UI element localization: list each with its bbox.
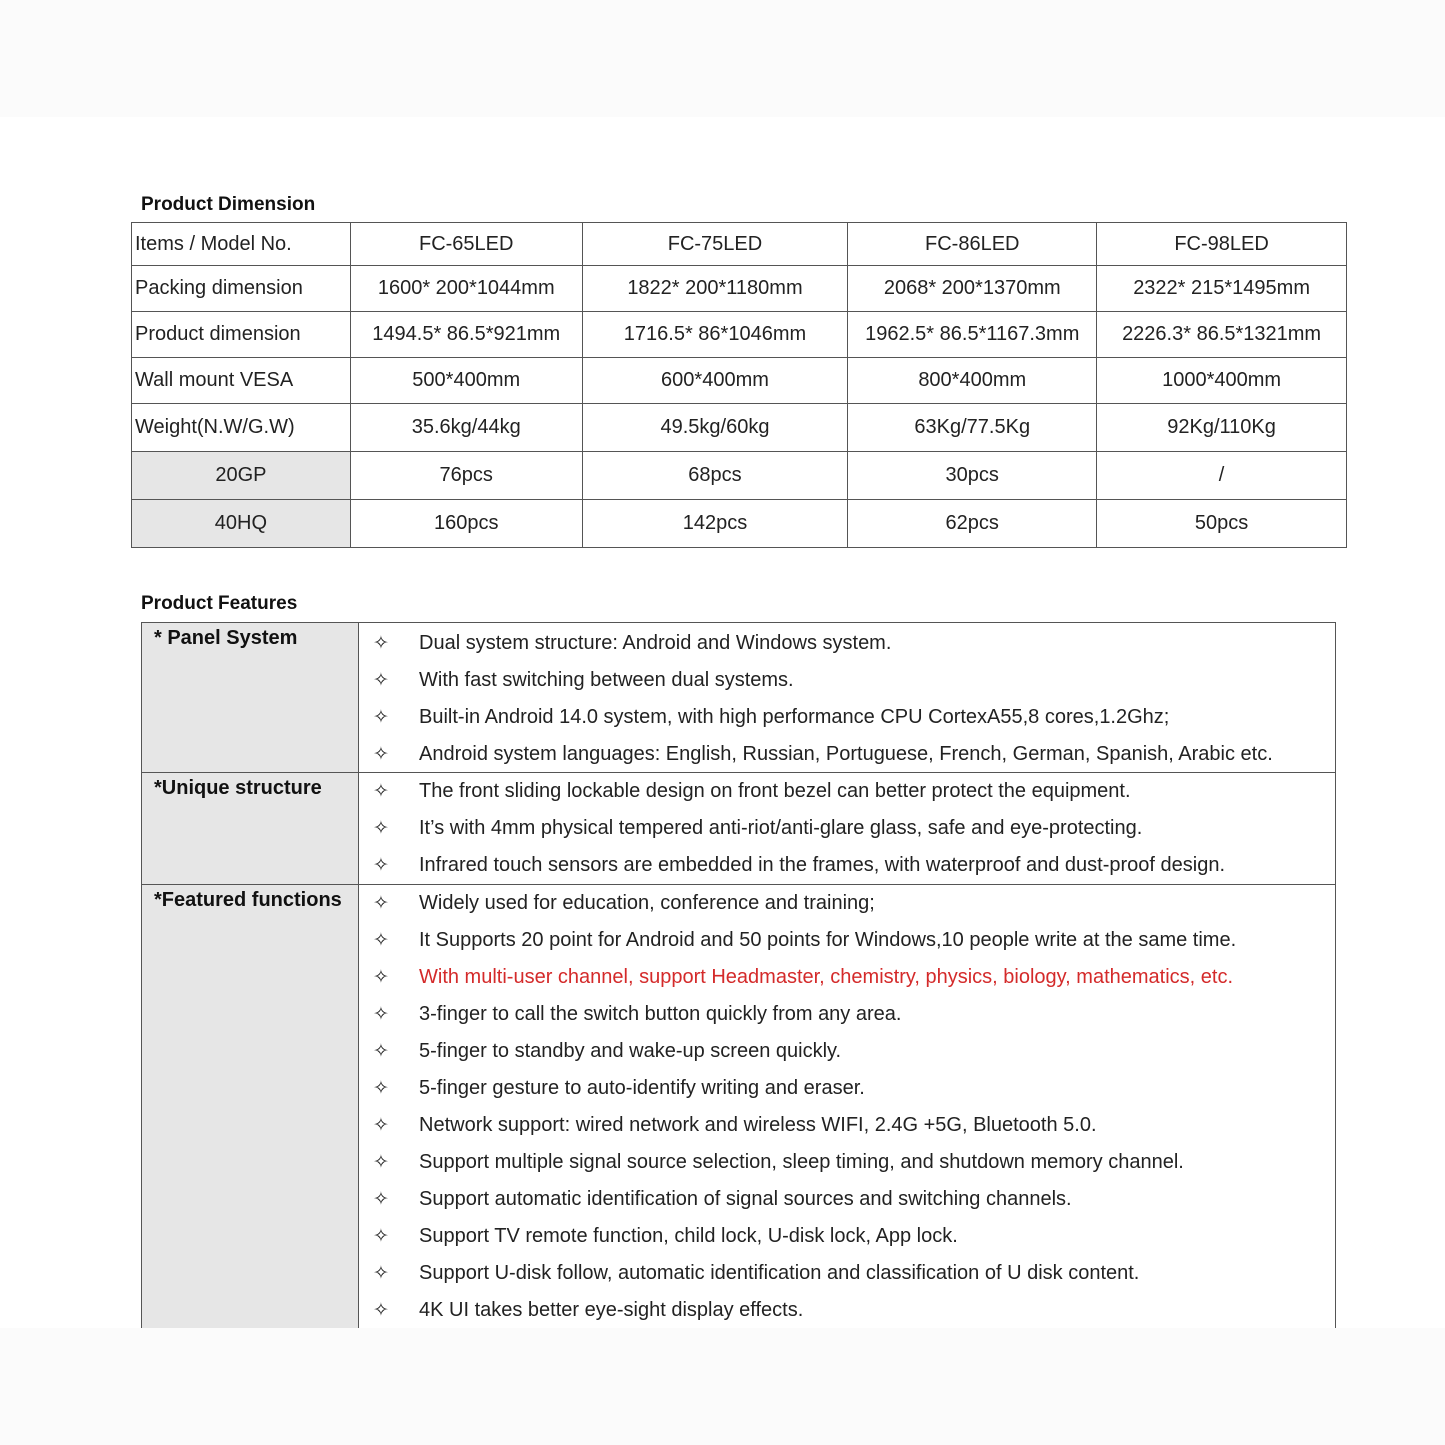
table-cell: 1494.5* 86.5*921mm <box>350 312 582 358</box>
table-cell: 2068* 200*1370mm <box>848 266 1097 312</box>
feature-item: ✧ 3-finger to call the switch button quickly from any area. <box>358 996 1335 1033</box>
diamond-star-icon: ✧ <box>373 1078 389 1099</box>
features-table <box>141 622 1336 1328</box>
table-cell: 76pcs <box>350 452 582 500</box>
table-cell: 1822* 200*1180mm <box>582 266 848 312</box>
table-row <box>132 312 1347 358</box>
feature-item: ✧ Dual system structure: Android and Windows system. <box>358 625 1335 662</box>
feature-item: ✧ Android system languages: English, Russian, Portuguese, French, German, Spanish, Arabic etc. <box>358 736 1335 773</box>
table-cell: 600*400mm <box>582 358 848 404</box>
feature-group-unique-structure <box>142 773 1335 885</box>
diamond-star-icon: ✧ <box>373 855 389 876</box>
document-page <box>0 117 1445 1328</box>
feature-item-highlighted: ✧ With multi-user channel, support Headmaster, chemistry, physics, biology, mathematics, etc. <box>358 959 1335 996</box>
feature-group-panel-system <box>142 623 1335 773</box>
table-cell: 142pcs <box>582 500 848 548</box>
feature-item: ✧ Support multiple signal source selection, sleep timing, and shutdown memory channel. <box>358 1144 1335 1181</box>
table-cell: 2226.3* 86.5*1321mm <box>1097 312 1347 358</box>
table-cell: 35.6kg/44kg <box>350 404 582 452</box>
feature-item: ✧ 4K UI takes better eye-sight display effects. <box>358 1292 1335 1329</box>
diamond-star-icon: ✧ <box>373 893 389 914</box>
feature-item: ✧ Network support: wired network and wireless WIFI, 2.4G +5G, Bluetooth 5.0. <box>358 1107 1335 1144</box>
diamond-star-icon: ✧ <box>373 744 389 765</box>
table-cell: 30pcs <box>848 452 1097 500</box>
diamond-star-icon: ✧ <box>373 670 389 691</box>
feature-item: ✧ Infrared touch sensors are embedded in the frames, with waterproof and dust-proof design. <box>358 847 1335 884</box>
row-label: Wall mount VESA <box>132 358 351 404</box>
table-cell: 800*400mm <box>848 358 1097 404</box>
diamond-star-icon: ✧ <box>373 1004 389 1025</box>
table-cell: / <box>1097 452 1347 500</box>
table-row <box>132 266 1347 312</box>
table-cell: 1962.5* 86.5*1167.3mm <box>848 312 1097 358</box>
feature-item: ✧ Support U-disk follow, automatic identification and classification of U disk content. <box>358 1255 1335 1292</box>
feature-item: ✧ Built-in Android 14.0 system, with high performance CPU CortexA55,8 cores,1.2Ghz; <box>358 699 1335 736</box>
header-cell: Items / Model No. <box>132 223 351 266</box>
table-cell: 92Kg/110Kg <box>1097 404 1347 452</box>
header-cell: FC-65LED <box>350 223 582 266</box>
product-dimension-title: Product Dimension <box>141 194 316 215</box>
diamond-star-icon: ✧ <box>373 633 389 654</box>
table-cell: 68pcs <box>582 452 848 500</box>
feature-item: ✧ It’s with 4mm physical tempered anti-riot/anti-glare glass, safe and eye-protecting. <box>358 810 1335 847</box>
table-cell: 1600* 200*1044mm <box>350 266 582 312</box>
diamond-star-icon: ✧ <box>373 707 389 728</box>
group-label: *Unique structure <box>154 777 322 799</box>
group-label: *Featured functions <box>154 889 342 911</box>
header-cell: FC-75LED <box>582 223 848 266</box>
table-header-row <box>132 223 1347 266</box>
header-cell: FC-98LED <box>1097 223 1347 266</box>
feature-item: ✧ Widely used for education, conference and training; <box>358 885 1335 922</box>
table-cell: 1000*400mm <box>1097 358 1347 404</box>
diamond-star-icon: ✧ <box>373 967 389 988</box>
dimension-table <box>131 222 1347 548</box>
diamond-star-icon: ✧ <box>373 781 389 802</box>
feature-group-featured-functions <box>142 885 1335 1329</box>
table-row <box>132 404 1347 452</box>
feature-item: ✧ 5-finger to standby and wake-up screen quickly. <box>358 1033 1335 1070</box>
table-cell: 63Kg/77.5Kg <box>848 404 1097 452</box>
group-label: * Panel System <box>154 627 298 649</box>
feature-item: ✧ The front sliding lockable design on front bezel can better protect the equipment. <box>358 773 1335 810</box>
header-cell: FC-86LED <box>848 223 1097 266</box>
diamond-star-icon: ✧ <box>373 1300 389 1321</box>
product-features-title: Product Features <box>141 593 298 614</box>
feature-item: ✧ With fast switching between dual systems. <box>358 662 1335 699</box>
table-cell: 1716.5* 86*1046mm <box>582 312 848 358</box>
feature-item: ✧ It Supports 20 point for Android and 50 points for Windows,10 people write at the same time. <box>358 922 1335 959</box>
table-cell: 160pcs <box>350 500 582 548</box>
feature-item: ✧ 5-finger gesture to auto-identify writing and eraser. <box>358 1070 1335 1107</box>
table-cell: 2322* 215*1495mm <box>1097 266 1347 312</box>
row-label: 20GP <box>132 452 351 500</box>
row-label: Packing dimension <box>132 266 351 312</box>
diamond-star-icon: ✧ <box>373 1263 389 1284</box>
table-row <box>132 500 1347 548</box>
feature-item: ✧ Support automatic identification of signal sources and switching channels. <box>358 1181 1335 1218</box>
diamond-star-icon: ✧ <box>373 818 389 839</box>
row-label: Weight(N.W/G.W) <box>132 404 351 452</box>
diamond-star-icon: ✧ <box>373 1115 389 1136</box>
diamond-star-icon: ✧ <box>373 1152 389 1173</box>
table-row <box>132 358 1347 404</box>
table-cell: 62pcs <box>848 500 1097 548</box>
diamond-star-icon: ✧ <box>373 930 389 951</box>
row-label: 40HQ <box>132 500 351 548</box>
table-cell: 50pcs <box>1097 500 1347 548</box>
table-cell: 49.5kg/60kg <box>582 404 848 452</box>
feature-item: ✧ Support TV remote function, child lock, U-disk lock, App lock. <box>358 1218 1335 1255</box>
table-row <box>132 452 1347 500</box>
diamond-star-icon: ✧ <box>373 1041 389 1062</box>
diamond-star-icon: ✧ <box>373 1189 389 1210</box>
table-cell: 500*400mm <box>350 358 582 404</box>
diamond-star-icon: ✧ <box>373 1226 389 1247</box>
row-label: Product dimension <box>132 312 351 358</box>
